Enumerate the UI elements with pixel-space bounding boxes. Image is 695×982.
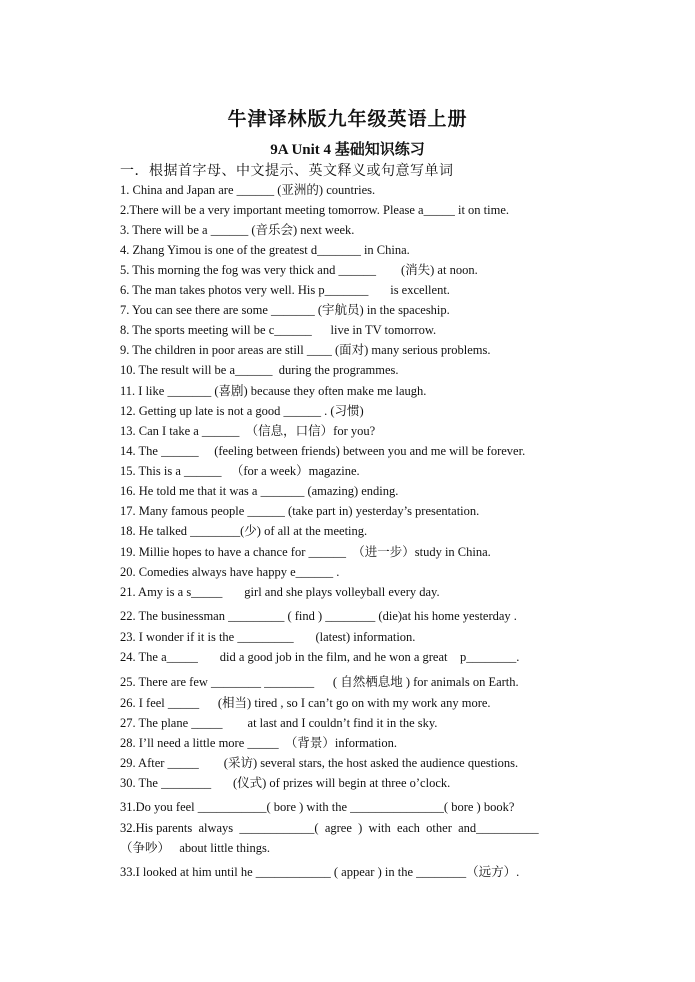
question-line: 17. Many famous people ______ (take part in) yesterday’s presentation.	[120, 504, 480, 518]
question-line: 22. The businessman _________ ( find ) ________ (die)at his home yesterday .	[120, 609, 517, 623]
question-line: 14. The ______ (feeling between friends) between you and me will be forever.	[120, 444, 526, 458]
question-line: 10. The result will be a______ during the programmes.	[120, 363, 399, 377]
question-line: 19. Millie hopes to have a chance for ______ （进一步）study in China.	[120, 545, 491, 559]
question-line: 21. Amy is a s_____ girl and she plays volleyball every day.	[120, 585, 440, 599]
question-line: 11. I like _______ (喜剧) because they often make me laugh.	[120, 384, 427, 398]
question-line: 33.I looked at him until he ____________ ( appear ) in the ________（远方）.	[120, 865, 520, 879]
question-line: 1. China and Japan are ______ (亚洲的) countries.	[120, 183, 376, 197]
question-line: 13. Can I take a ______ （信息，口信）for you?	[120, 424, 376, 438]
question-line: 24. The a_____ did a good job in the film, and he won a great p________.	[120, 650, 520, 664]
question-line: 5. This morning the fog was very thick and ______ (消失) at noon.	[120, 263, 478, 277]
question-line: 28. I’ll need a little more _____ （背景）information.	[120, 736, 398, 750]
question-line: 6. The man takes photos very well. His p_______ is excellent.	[120, 283, 450, 297]
question-line: 31.Do you feel ___________( bore ) with the _______________( bore ) book?	[120, 800, 515, 814]
question-line: 25. There are few ________ ________ ( 自然栖息地 ) for animals on Earth.	[120, 675, 519, 689]
question-line: 7. You can see there are some _______ (宇航员) in the spaceship.	[120, 303, 450, 317]
question-line: 30. The ________ (仪式) of prizes will begin at three o’clock.	[120, 776, 451, 790]
question-line: 32.His parents always ____________( agree ) with each other and__________	[120, 821, 539, 835]
question-line: 2.There will be a very important meeting tomorrow. Please a_____ it on time.	[120, 203, 510, 217]
section-heading: 一．根据首字母、中文提示、英文释义或句意写单词	[120, 164, 454, 179]
question-line: 15. This is a ______ （for a week）magazine.	[120, 464, 360, 478]
question-line: 3. There will be a ______ (音乐会) next week.	[120, 223, 355, 237]
question-line: 27. The plane _____ at last and I couldn’t find it in the sky.	[120, 716, 438, 730]
question-line: 26. I feel _____ (相当) tired , so I can’t go on with my work any more.	[120, 696, 491, 710]
question-line: 12. Getting up late is not a good ______ . (习惯)	[120, 404, 364, 418]
question-line: 8. The sports meeting will be c______ live in TV tomorrow.	[120, 323, 437, 337]
question-line: （争吵） about little things.	[120, 841, 270, 855]
question-line: 29. After _____ (采访) several stars, the host asked the audience questions.	[120, 756, 519, 770]
question-line: 16. He told me that it was a _______ (amazing) ending.	[120, 484, 399, 498]
question-line: 23. I wonder if it is the _________ (latest) information.	[120, 630, 416, 644]
question-line: 4. Zhang Yimou is one of the greatest d_______ in China.	[120, 243, 410, 257]
question-line: 18. He talked ________(少) of all at the meeting.	[120, 524, 368, 538]
question-line: 9. The children in poor areas are still ____ (面对) many serious problems.	[120, 343, 491, 357]
document-subtitle: 9A Unit 4 基础知识练习	[270, 142, 425, 158]
document-title: 牛津译林版九年级英语上册	[227, 109, 468, 130]
question-line: 20. Comedies always have happy e______ .	[120, 565, 340, 579]
